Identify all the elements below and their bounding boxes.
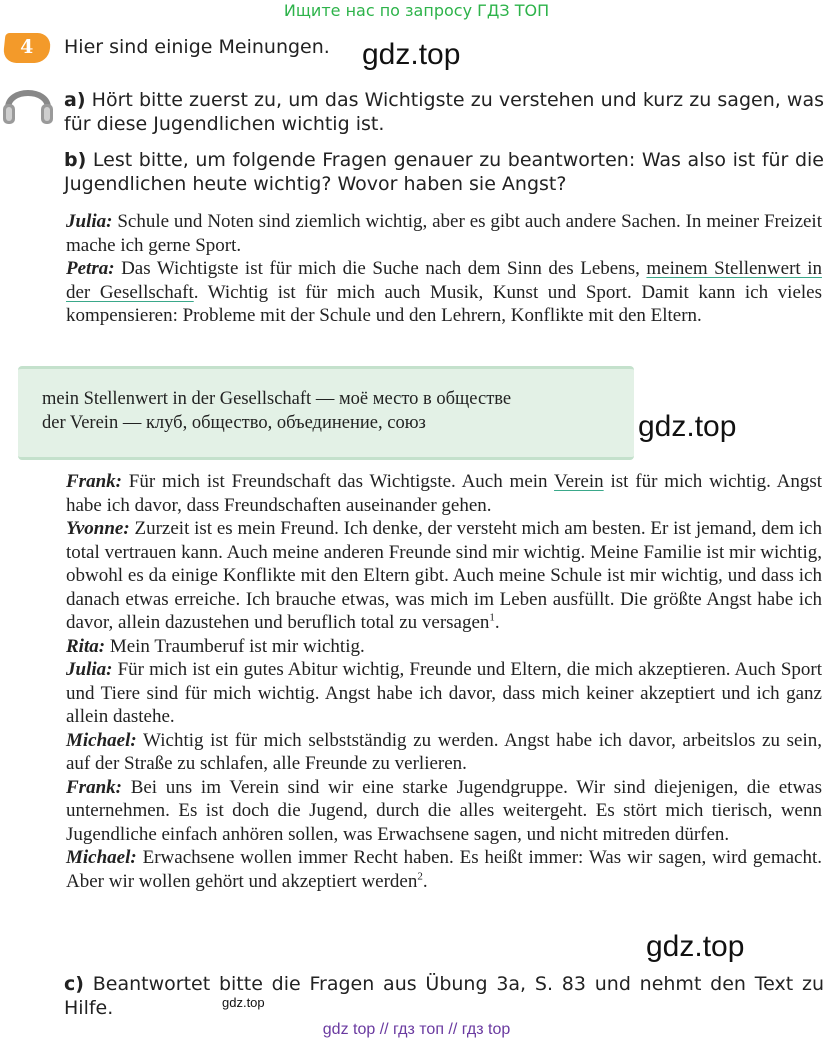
dialog-line bbox=[66, 517, 822, 635]
speaker-name: Yvonne: bbox=[66, 518, 130, 539]
speaker-name: Frank: bbox=[66, 776, 122, 798]
dialog-text: Wichtig ist für mich selbstständig zu werden. Angst habe ich davor, arbeitslos zu sein, auf der Straße zu schlafen, alle Freunde zu verlieren. bbox=[66, 729, 822, 774]
dialog-text: Bei uns im Verein sind wir eine starke Jugendgruppe. Wir sind diejenigen, die etwas unternehmen. Es ist doch die Jugend, durch die alles weitergeht. Es stört mich tierisch, wenn Jugendliche einfach anhören sollen, was Erwachsene sagen, und nicht mitreden dürfen. bbox=[66, 776, 822, 845]
dialog-text: Mein Traumberuf ist mir wichtig. bbox=[105, 635, 365, 657]
task-b-letter: b) bbox=[64, 149, 87, 171]
exercise-number: 4 bbox=[20, 36, 34, 58]
dialog-line bbox=[66, 776, 822, 847]
exercise-intro: Hier sind einige Meinungen. bbox=[64, 36, 330, 58]
task-b bbox=[64, 148, 824, 196]
dialog-line bbox=[66, 658, 822, 729]
vocab-entry: der Verein — клуб, общество, объединение, союз bbox=[42, 413, 426, 433]
dialog-line bbox=[66, 470, 822, 517]
dialog-line bbox=[66, 846, 822, 893]
dialog-text: Zurzeit ist es mein Freund. Ich denke, der versteht mich am besten. Er ist jemand, dem ich total vertrauen kann. Auch meine anderen Freunde sind mir wichtig. Meine Familie ist mir wichtig, obwohl es da einige Konflikte mit den Eltern gibt. Auch meine Schule ist mir wichtig, und dass ich danach etwas erreiche. Ich brauche etwas, was mich im Leben ausfüllt. Die größte Angst habe ich davor, allein dazustehen und beruflich total zu versagen bbox=[66, 518, 822, 633]
task-a-text: Hört bitte zuerst zu, um das Wichtigste zu verstehen und kurz zu sagen, was für diese Jugendlichen wichtig ist. bbox=[64, 89, 824, 135]
headphones-icon bbox=[0, 74, 56, 130]
task-c-text: Beantwortet bitte die Fragen aus Übung 3a, S. 83 und nehmt den Text zu Hilfe. bbox=[64, 973, 824, 1019]
watermark: gdz.top bbox=[638, 410, 737, 443]
watermark-small: gdz.top bbox=[222, 995, 265, 1010]
speaker-name: Michael: bbox=[66, 847, 137, 868]
speaker-name: Petra: bbox=[66, 258, 115, 279]
footer-links[interactable]: gdz top // гдз топ // гдз top bbox=[322, 1021, 511, 1038]
task-b-text: Lest bitte, um folgende Fragen genauer zu beantworten: Was also ist für die Jugendlichen heute wichtig? Wovor haben sie Angst? bbox=[64, 149, 824, 195]
dialog-line bbox=[66, 257, 822, 328]
task-c-letter: c) bbox=[64, 973, 84, 995]
dialog-text: . bbox=[422, 870, 428, 892]
dialog-text: . bbox=[494, 612, 500, 633]
dialog-line bbox=[66, 729, 822, 776]
dialog-text: . Wichtig ist für mich auch Musik, Kunst und Sport. Damit kann ich vieles kompensieren: Probleme mit der Schule und den Lehrern, Konflikte mit den Eltern. bbox=[66, 281, 822, 326]
dialog-text: Das Wichtigste ist für mich die Suche nach dem Sinn des Lebens, bbox=[114, 258, 647, 279]
dialog-text: Erwachsene wollen immer Recht haben. Es heißt immer: Was wir sagen, wird gemacht. Aber wir wollen gehört und akzeptiert werden bbox=[66, 847, 822, 892]
vocabulary-box bbox=[18, 366, 634, 460]
exercise-number-badge bbox=[2, 33, 51, 63]
watermark: gdz.top bbox=[646, 930, 745, 963]
task-c bbox=[64, 972, 824, 1020]
dialog-text: ist für mich wichtig. Angst habe ich davor, dass Freundschaften auseinander gehen. bbox=[66, 471, 822, 516]
dialog-text: Für mich ist Freundschaft das Wichtigste. Auch mein bbox=[121, 471, 555, 492]
dialog-line bbox=[66, 210, 822, 257]
vocab-entry: mein Stellenwert in der Gesellschaft — моё место в обществе bbox=[42, 389, 512, 409]
dialog-line bbox=[66, 635, 822, 659]
vocab-underline: meinem Stellenwert in der Gesellschaft bbox=[66, 258, 822, 303]
top-search-hint[interactable]: Ищите нас по запросу ГДЗ ТОП bbox=[283, 1, 550, 20]
task-a-letter: a) bbox=[64, 89, 86, 111]
speaker-name: Julia: bbox=[66, 211, 113, 232]
footnote-mark: 2 bbox=[417, 870, 423, 883]
task-a bbox=[64, 88, 824, 136]
vocab-underline: Verein bbox=[554, 471, 604, 492]
speaker-name: Michael: bbox=[66, 729, 137, 751]
dialog-part-1 bbox=[66, 210, 822, 328]
watermark: gdz.top bbox=[362, 38, 461, 71]
speaker-name: Frank: bbox=[66, 471, 122, 492]
speaker-name: Rita: bbox=[66, 635, 106, 657]
dialog-text: Für mich ist ein gutes Abitur wichtig, Freunde und Eltern, die mich akzeptieren. Auch Sport und Tiere sind für mich wichtig. Angst habe ich davor, dass mich keiner akzeptiert und ich ganz allein dastehe. bbox=[66, 659, 822, 727]
dialog-part-2 bbox=[66, 470, 822, 893]
footnote-mark: 1 bbox=[489, 611, 495, 624]
speaker-name: Julia: bbox=[66, 659, 113, 680]
dialog-text: Schule und Noten sind ziemlich wichtig, aber es gibt auch andere Sachen. In meiner Freizeit mache ich gerne Sport. bbox=[66, 211, 822, 256]
